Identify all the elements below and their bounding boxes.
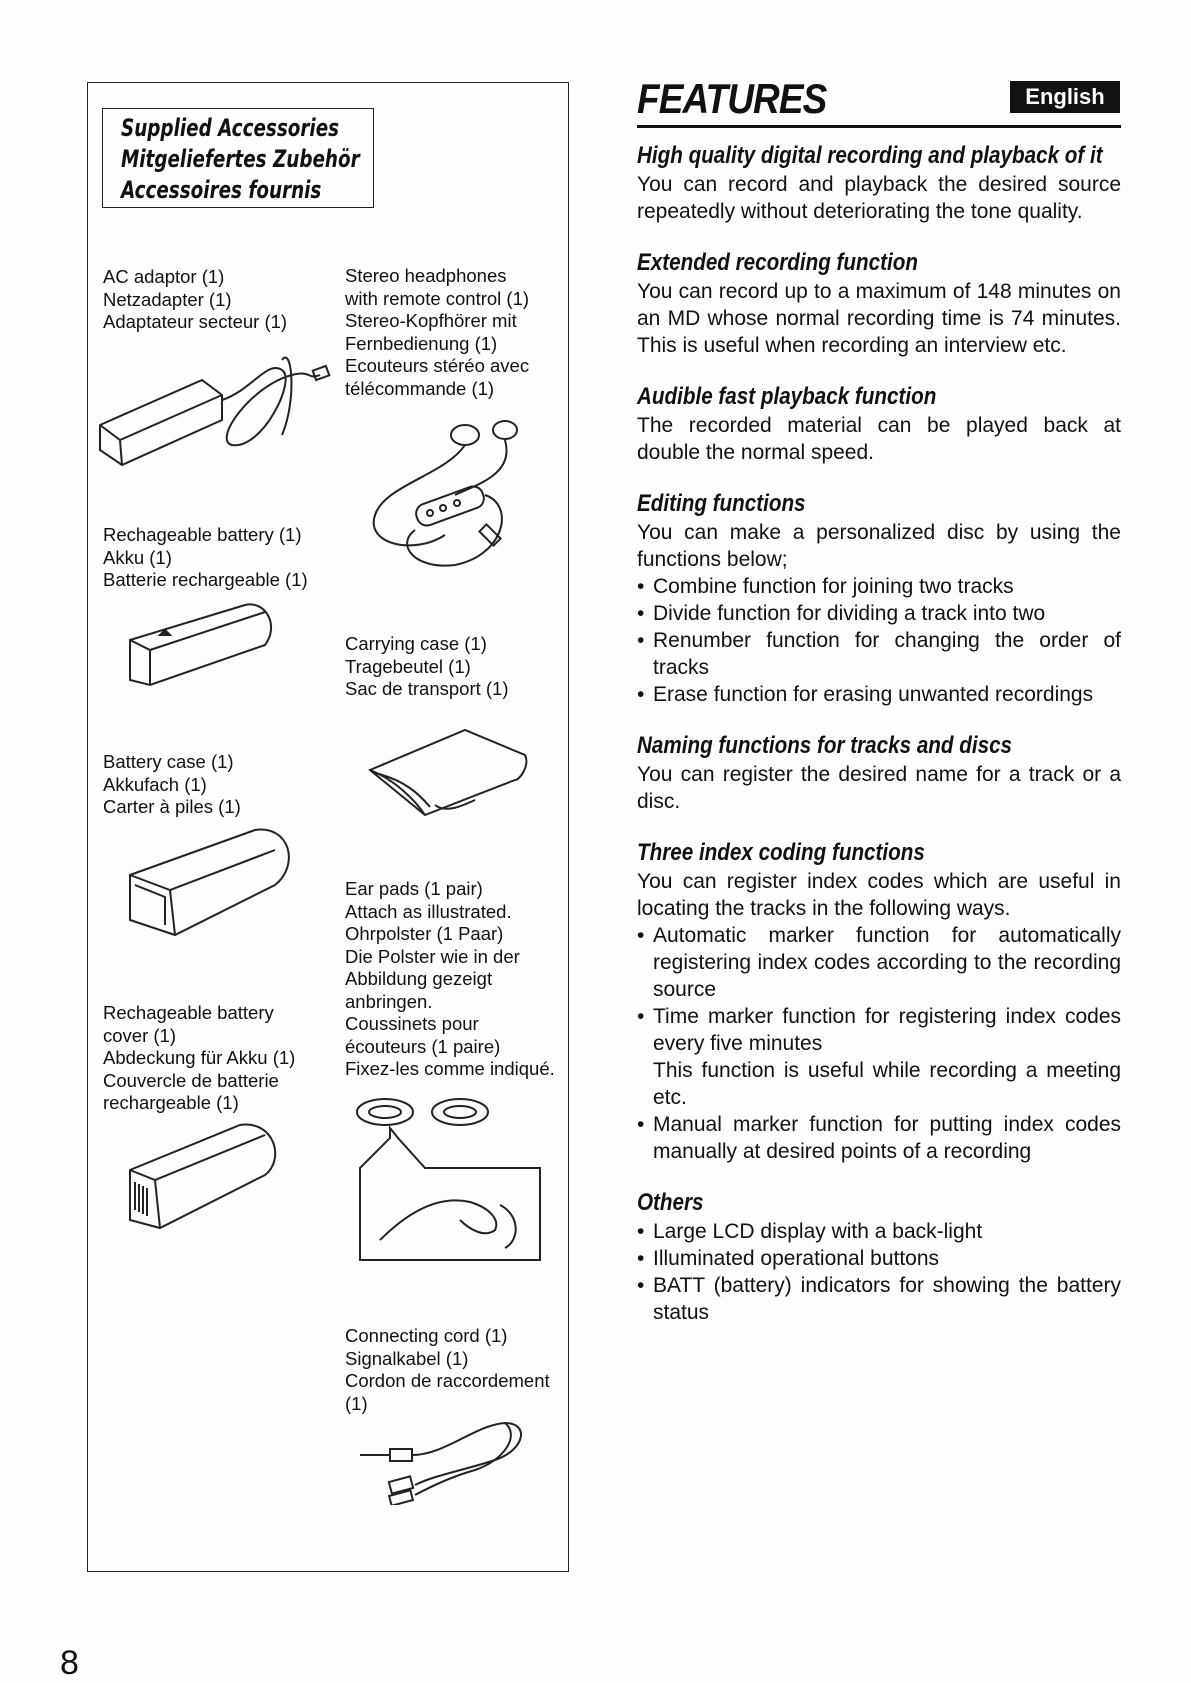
bullet-item: • Divide function for dividing a track into two <box>637 600 1121 627</box>
bullet-item: • Combine function for joining two tracks <box>637 573 1121 600</box>
ear-pads-illustration <box>350 1090 550 1275</box>
feature-bullets <box>637 1218 1121 1326</box>
bullet-item: • Renumber function for changing the order of tracks <box>637 627 1121 681</box>
bullet-item: • Manual marker function for putting index codes manually at desired points of a recording <box>637 1111 1121 1165</box>
feature-heading: High quality digital recording and playback of it <box>637 142 1103 169</box>
feature-section <box>637 381 1121 466</box>
headphones-illustration <box>355 415 535 575</box>
feature-section <box>637 837 1121 1165</box>
feature-section <box>637 488 1121 708</box>
feature-heading: Audible fast playback function <box>637 383 937 410</box>
feature-heading: Three index coding functions <box>637 839 925 866</box>
item-battery-cover: Rechageable battery cover (1) Abdeckung für Akku (1) Couvercle de batterie rechargeable (1) <box>103 1002 296 1113</box>
bullet-item: • Large LCD display with a back-light <box>637 1218 1121 1245</box>
feature-heading: Others <box>637 1189 704 1216</box>
feature-bullets <box>637 573 1121 708</box>
bullet-note: This function is useful while recording a meeting etc. <box>653 1059 1121 1109</box>
feature-section <box>637 247 1121 359</box>
features-title: FEATURES <box>637 75 827 122</box>
battery-case-illustration <box>125 825 300 945</box>
item-ac-adaptor: AC adaptor (1) Netzadapter (1) Adaptateur secteur (1) <box>103 266 288 332</box>
battery-cover-illustration <box>125 1120 285 1235</box>
item-connecting-cord: Connecting cord (1) Signalkabel (1) Cordon de raccordement (1) <box>345 1325 550 1414</box>
feature-section <box>637 1187 1121 1326</box>
accessories-title: Supplied Accessories Mitgeliefertes Zubehör Accessoires fournis <box>102 108 374 208</box>
carrying-case-illustration <box>365 725 535 820</box>
bullet-item: • Illuminated operational buttons <box>637 1245 1121 1272</box>
item-battery: Rechageable battery (1) Akku (1) Batterie rechargeable (1) <box>103 524 308 590</box>
bullet-item: • Time marker function for registering index codes every five minutes This function is useful while recording a meeting etc. <box>637 1003 1121 1111</box>
ac-adaptor-illustration <box>92 340 332 480</box>
language-badge: English <box>1010 81 1120 113</box>
feature-text: You can register the desired name for a track or a disc. <box>637 763 1121 813</box>
battery-illustration <box>125 600 285 695</box>
bullet-item: • BATT (battery) indicators for showing the battery status <box>637 1272 1121 1326</box>
feature-section <box>637 140 1121 225</box>
feature-heading: Naming functions for tracks and discs <box>637 732 1013 759</box>
feature-text: The recorded material can be played back at double the normal speed. <box>637 414 1121 464</box>
feature-section <box>637 730 1121 815</box>
item-headphones: Stereo headphones with remote control (1) Stereo-Kopfhörer mit Fernbedienung (1) Ecouteurs stéréo avec télécommande (1) <box>345 265 530 399</box>
feature-text: You can record and playback the desired source repeatedly without deteriorating the tone quality. <box>637 173 1121 223</box>
title-divider <box>637 125 1121 128</box>
connecting-cord-illustration <box>355 1415 530 1505</box>
bullet-item: • Erase function for erasing unwanted recordings <box>637 681 1121 708</box>
item-battery-case: Battery case (1) Akkufach (1) Carter à piles (1) <box>103 751 241 817</box>
features-list <box>637 140 1121 1348</box>
feature-heading: Editing functions <box>637 490 806 517</box>
item-ear-pads: Ear pads (1 pair) Attach as illustrated. Ohrpolster (1 Paar) Die Polster wie in der Abbildung gezeigt anbringen. Coussinets pour écouteurs (1 paire) Fixez-les comme indiqué. <box>345 878 555 1079</box>
feature-heading: Extended recording function <box>637 249 918 276</box>
feature-text: You can record up to a maximum of 148 minutes on an MD whose normal recording time is 74 minutes. This is useful when recording an interview etc. <box>637 280 1121 357</box>
feature-bullets <box>637 922 1121 1165</box>
bullet-item: • Automatic marker function for automatically registering index codes according to the recording source <box>637 922 1121 1003</box>
page-number: 8 <box>60 1644 79 1682</box>
feature-text: You can make a personalized disc by using the functions below; <box>637 521 1121 571</box>
feature-text: You can register index codes which are useful in locating the tracks in the following ways. <box>637 870 1121 920</box>
item-carrying-case: Carrying case (1) Tragebeutel (1) Sac de transport (1) <box>345 633 509 699</box>
